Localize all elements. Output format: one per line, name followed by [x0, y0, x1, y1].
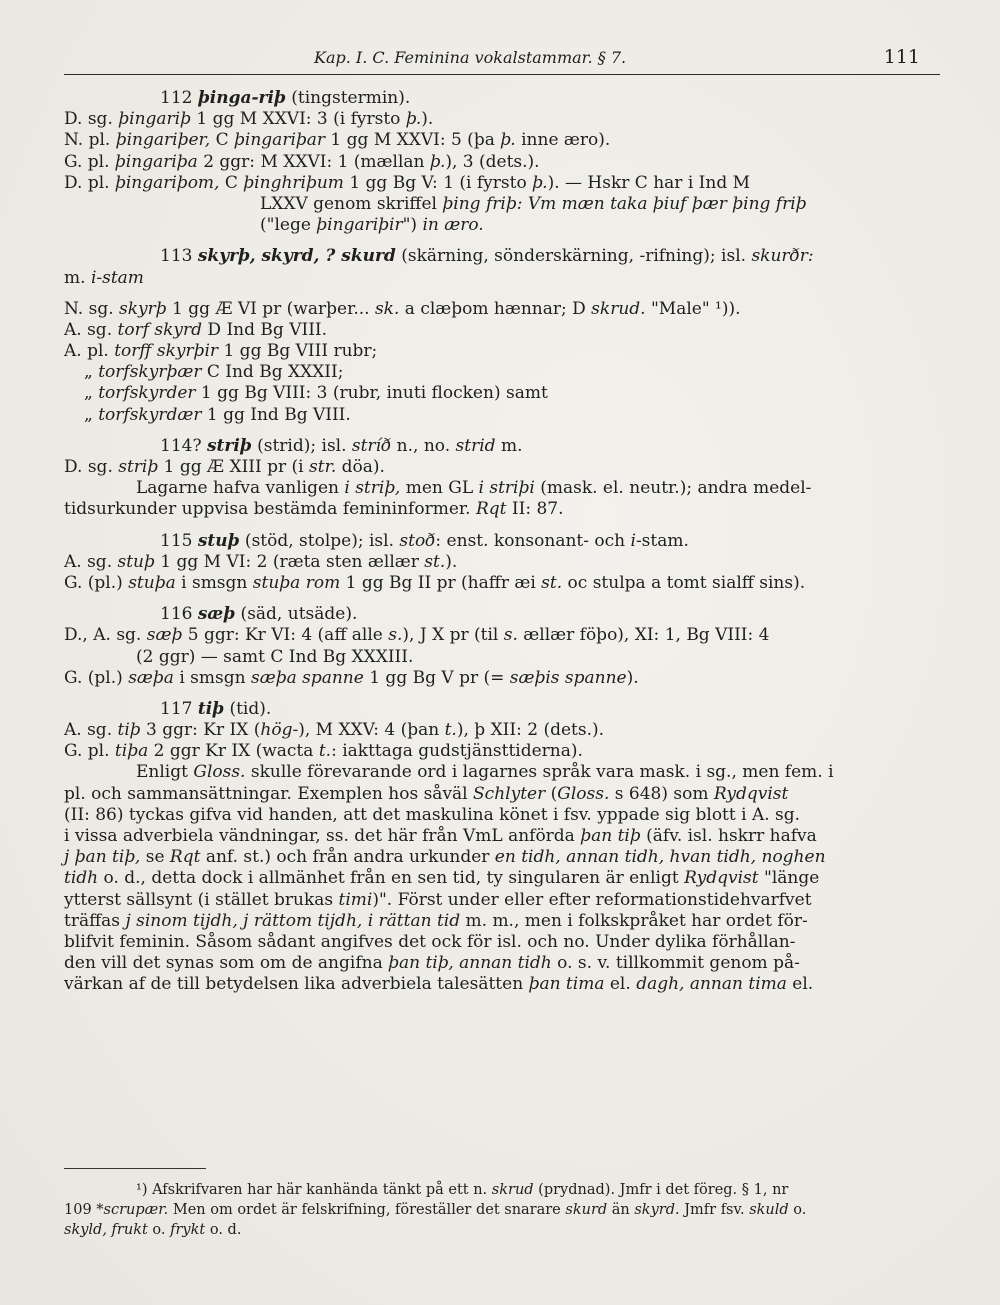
text-line [64, 573, 940, 594]
headword: striþ [206, 435, 252, 456]
italic-text: torf skyrd [117, 319, 203, 340]
text-run: „ [84, 362, 99, 383]
italic-text: þan tima [528, 974, 605, 995]
text-line [64, 974, 940, 995]
italic-text: Gloss. [193, 762, 246, 783]
text-run: 1 gg Bg V: 1 (i fyrsto [343, 172, 533, 193]
text-run: n., no. [391, 435, 456, 456]
text-run: pl. och sammansättningar. Exemplen hos såväl [64, 783, 474, 804]
text-run: el. [786, 974, 814, 995]
italic-text: strid [455, 435, 496, 456]
text-run: o. s. v. tillkommit genom på- [551, 953, 800, 974]
entry-heading [64, 436, 940, 457]
entry-heading [64, 604, 940, 625]
italic-text: sæþis spanne [509, 667, 627, 688]
text-run: G. pl. [64, 151, 115, 172]
italic-text: skurðr: [751, 246, 814, 267]
text-line [64, 668, 940, 689]
running-head: Kap. I. C. Feminina vokalstammar. § 7. [314, 48, 627, 67]
text-run: 117 [160, 698, 198, 719]
italic-text: Gloss. [557, 783, 610, 804]
text-line [64, 268, 940, 289]
italic-text: t. [444, 720, 457, 741]
text-run: (säd, utsäde). [235, 604, 358, 625]
italic-text: i [630, 530, 636, 551]
text-run: ). — Hskr C har i Ind M [547, 172, 751, 193]
text-line [64, 720, 940, 741]
text-run: C [219, 172, 244, 193]
text-run: inne æro). [515, 130, 611, 151]
italic-text: i striþi [478, 478, 535, 499]
text-run: "länge [758, 868, 820, 889]
text-line [64, 932, 940, 953]
text-line [64, 826, 940, 847]
italic-text: skyrd. [634, 1202, 680, 1218]
text-run: 109 [64, 1202, 97, 1218]
text-line [64, 299, 940, 320]
italic-text: sæþ [146, 625, 183, 646]
text-run: 1 gg Bg VIII rubr; [218, 341, 378, 362]
text-run: i smsgn [173, 667, 251, 688]
text-run: „ [84, 383, 99, 404]
text-run: men GL [400, 478, 479, 499]
text-run: A. sg. [64, 319, 118, 340]
italic-text: þing friþ: Vm mæn taka þiuf þær þing friþ [442, 193, 807, 214]
italic-text: s. [388, 625, 403, 646]
italic-text: þingariþir [316, 215, 403, 236]
italic-text: torfskyrdær [98, 404, 202, 425]
text-run: Lagarne hafva vanligen [136, 478, 345, 499]
text-run: )". Först under eller efter reformationstidehvarfvet [372, 889, 812, 910]
text-run: (tingstermin). [285, 88, 411, 108]
text-line [64, 215, 940, 236]
text-run: Men om ordet är felskrifning, föreställer det snarare [168, 1202, 566, 1218]
text-line [64, 784, 940, 805]
text-run: m. [64, 267, 91, 288]
italic-text: stríð [351, 435, 392, 456]
text-run: (mask. el. neutr.); andra medel- [534, 478, 812, 499]
text-line [64, 341, 940, 362]
text-run: 1 gg Æ XIII pr (i [158, 457, 310, 477]
text-line [64, 552, 940, 573]
italic-text: t. [318, 741, 332, 762]
italic-text: þingariþ [118, 109, 191, 130]
text-run: ), M XXV: 4 (þan [298, 720, 445, 741]
text-run: (strid); isl. [251, 435, 352, 456]
footnote-line [64, 1220, 940, 1240]
text-run: se [140, 847, 170, 868]
italic-text: i-stam [90, 267, 144, 288]
text-run: : enst. konsonant- och [435, 530, 631, 551]
text-run: o. d., detta dock i allmänhet från en sen tid, ty singularen är enligt [98, 868, 685, 889]
italic-text: þ. [500, 130, 516, 151]
text-run: D. pl. [64, 172, 115, 193]
text-run: 113 [160, 246, 198, 267]
text-line [64, 847, 940, 868]
text-line [64, 762, 940, 783]
text-run: 2 ggr Kr IX (wacta [148, 741, 319, 762]
italic-text: þan tiþ, annan tidh [388, 953, 552, 974]
text-line [64, 868, 940, 889]
italic-text: timi [338, 889, 373, 910]
italic-text: torfskyrþær [98, 362, 202, 383]
text-run: N. pl. [64, 130, 116, 151]
italic-text: Schlyter [473, 783, 546, 804]
entry-heading [64, 531, 940, 552]
text-run: 5 ggr: Kr VI: 4 (aff alle [182, 625, 389, 646]
text-run: (äfv. isl. hskrr hafva [640, 826, 817, 846]
text-line [64, 152, 940, 173]
text-line [64, 457, 940, 478]
italic-text: þingariþer, [115, 130, 211, 151]
text-run: o. d. [205, 1222, 242, 1238]
text-run: ). [626, 667, 639, 688]
italic-text: i striþ, [344, 478, 401, 499]
page-body [64, 88, 940, 996]
italic-text: skyrþ [119, 298, 167, 319]
italic-text: þ. [532, 172, 548, 193]
text-run: (stöd, stolpe); isl. [239, 530, 400, 551]
italic-text: þan tiþ [580, 826, 641, 846]
text-run: G. pl. [64, 741, 115, 762]
text-run: LXXV genom skriffel [260, 193, 443, 214]
text-run: A. pl. [64, 341, 115, 362]
italic-text: þingariþar [234, 130, 326, 151]
text-run: än [607, 1202, 635, 1218]
text-run: m. m., men i folkskpråket har ordet för- [460, 910, 808, 931]
italic-text: skuld [749, 1202, 789, 1218]
text-run: (skärning, sönderskärning, -rifning); isl. [395, 246, 752, 267]
text-run: C Ind Bg XXXII; [201, 362, 344, 383]
text-run: a clæþom hænnar; D [399, 298, 592, 319]
italic-text: Rydqvist [684, 868, 759, 889]
text-line [64, 953, 940, 974]
italic-text: *scrupær. [96, 1202, 169, 1218]
text-run: D., A. sg. [64, 625, 147, 646]
entry-heading [64, 88, 940, 109]
italic-text: stuþa [128, 572, 176, 593]
text-run: (II: 86) tyckas gifva vid handen, att det maskulina könet i fsv. yppade sig blott i A. sg. [64, 804, 801, 825]
headword: sæþ [197, 604, 236, 625]
italic-text: torfskyrder [98, 383, 196, 404]
text-run: 114? [160, 435, 207, 456]
italic-text: str. [309, 457, 337, 477]
text-run: A. sg. [64, 720, 118, 741]
italic-text: frykt [170, 1222, 206, 1238]
text-line [64, 383, 940, 404]
text-run: s 648) som [609, 783, 714, 804]
italic-text: torff skyrþir [114, 341, 219, 362]
italic-text: sk. [374, 298, 400, 319]
text-run: D. sg. [64, 457, 119, 477]
text-run: ), 3 (dets.). [445, 151, 540, 172]
text-run: N. sg. [64, 298, 120, 319]
text-run: 1 gg Bg V pr (= [363, 667, 510, 688]
page-number: 111 [883, 46, 920, 68]
text-run: i vissa adverbiela vändningar, ss. det här från VmL anförda [64, 826, 581, 846]
headword: stuþ [197, 530, 240, 551]
text-run: ") [402, 215, 423, 236]
text-run: A. sg. [64, 551, 118, 572]
text-line [64, 362, 940, 383]
text-line [64, 405, 940, 426]
italic-text: hög- [260, 720, 299, 741]
italic-text: skrud. [591, 298, 646, 319]
text-run: träffas [64, 910, 126, 931]
text-line [64, 647, 940, 668]
text-line [64, 499, 940, 520]
italic-text: þingariþom, [114, 172, 220, 193]
text-line [64, 173, 940, 194]
text-line [64, 741, 940, 762]
text-run: 115 [160, 530, 198, 551]
italic-text: þingariþa [114, 151, 198, 172]
text-line [64, 911, 940, 932]
italic-text: st. [424, 551, 446, 572]
text-run: 1 gg Æ VI pr (warþer... [166, 298, 375, 319]
text-run: 1 gg M XXVI: 3 (i fyrsto [190, 109, 406, 130]
italic-text: stuþ [117, 551, 155, 572]
text-run: D. sg. [64, 109, 119, 130]
text-run: ¹) Afskrifvaren har här kanhända tänkt på ett n. [136, 1182, 492, 1198]
text-run: anf. st.) och från andra urkunder [200, 847, 495, 868]
text-run: Enligt [136, 762, 194, 783]
text-run: 3 ggr: Kr IX ( [140, 720, 261, 741]
headword: þinga-riþ [197, 88, 286, 108]
headword: skyrþ, skyrd, ? skurd [197, 246, 396, 267]
text-run: 1 gg Bg VIII: 3 (rubr, inuti flocken) samt [195, 383, 548, 404]
text-run: C [210, 130, 235, 151]
text-run: 116 [160, 604, 198, 625]
text-run: ). [421, 109, 434, 130]
italic-text: sæþa spanne [250, 667, 364, 688]
text-run: oc stulpa a tomt sialff sins). [562, 572, 806, 593]
italic-text: skurd [565, 1202, 608, 1218]
italic-text: Rqt [475, 499, 507, 520]
text-run: (prydnad). Jmfr i det föreg. § 1, nr [533, 1182, 789, 1198]
footnote-line [64, 1200, 940, 1220]
text-run: skulle förevarande ord i lagarnes språk vara mask. i sg., men fem. i [245, 762, 834, 783]
italic-text: sæþa [128, 667, 174, 688]
text-line [64, 109, 940, 130]
italic-text: st. [541, 572, 563, 593]
text-run: ), J X pr (til [402, 625, 504, 646]
italic-text: þ. [429, 151, 446, 172]
italic-text: þinghriþum [243, 172, 344, 193]
italic-text: tiþ [117, 720, 141, 741]
text-run: ytterst sällsynt (i stället brukas [64, 889, 339, 910]
text-line [64, 890, 940, 911]
text-run: G. (pl.) [64, 667, 129, 688]
text-line [64, 625, 940, 646]
text-run: i smsgn [175, 572, 253, 593]
text-line [64, 805, 940, 826]
text-run: Jmfr fsv. [679, 1202, 750, 1218]
entry-heading [64, 699, 940, 720]
text-run: (2 ggr) — samt C Ind Bg XXXIII. [136, 646, 414, 667]
text-run: 1 gg Ind Bg VIII. [201, 404, 351, 425]
italic-text: stuþa rom [252, 572, 341, 593]
footnote-rule [64, 1168, 206, 1169]
footnote-line [64, 1180, 940, 1200]
italic-text: dagh, annan tima [636, 974, 787, 995]
text-run: ). [445, 551, 458, 572]
italic-text: striþ [118, 457, 159, 477]
text-run: blifvit feminin. Såsom sådant angifves det ock för isl. och no. Under dylika förhållan- [64, 931, 796, 952]
text-run: G. (pl.) [64, 572, 129, 593]
text-run: 1 gg Bg II pr (haffr æi [340, 572, 542, 593]
text-run: "Male" ¹)). [645, 298, 741, 319]
text-run: den vill det synas som om de angifna [64, 953, 389, 974]
text-run: värkan af de till betydelsen lika adverbiela talesätten [64, 974, 529, 995]
footnotes [64, 1180, 940, 1240]
text-run: ("lege [260, 215, 317, 236]
italic-text: j sinom tijdh, j rättom tijdh, i rättan tid [125, 910, 461, 931]
text-line [64, 320, 940, 341]
text-run: döa). [336, 457, 385, 477]
italic-text: þ. [405, 109, 422, 130]
italic-text: stoð [399, 530, 436, 551]
text-run: m. [495, 435, 523, 456]
italic-text: tiþa [114, 741, 149, 762]
italic-text: in æro. [422, 215, 484, 236]
text-run: 1 gg M VI: 2 (ræta sten ællær [154, 551, 425, 572]
text-run: 2 ggr: M XXVI: 1 (mællan [197, 151, 430, 172]
entry-heading [64, 246, 940, 267]
text-run: el. [604, 974, 637, 995]
text-run: II: 87. [506, 499, 564, 520]
text-run: (tid). [224, 698, 272, 719]
italic-text: Rqt [169, 847, 201, 868]
italic-text: j þan tiþ, [64, 847, 141, 868]
text-run: 1 gg M XXVI: 5 (þa [325, 130, 501, 151]
text-line [64, 194, 940, 215]
text-line [64, 130, 940, 151]
text-run: ællær föþo), XI: 1, Bg VIII: 4 [517, 625, 770, 646]
headword: tiþ [197, 698, 225, 719]
text-run: 112 [160, 88, 198, 108]
page-header [64, 44, 940, 75]
italic-text: Rydqvist [713, 783, 789, 804]
italic-text: s. [503, 625, 518, 646]
text-run: o. [788, 1202, 807, 1218]
text-run: tidsurkunder uppvisa bestämda femininformer. [64, 499, 476, 520]
text-run: o. [147, 1222, 171, 1238]
text-run: ), þ XII: 2 (dets.). [456, 720, 605, 741]
text-run: : iakttaga gudstjänsttiderna). [331, 741, 583, 762]
text-run: D Ind Bg VIII. [202, 319, 328, 340]
italic-text: tidh [64, 868, 99, 889]
italic-text: skyld, frukt [64, 1222, 148, 1238]
italic-text: en tidh, annan tidh, hvan tidh, noghen [494, 847, 826, 868]
text-run: ( [545, 783, 558, 804]
text-line [64, 478, 940, 499]
text-run: „ [84, 404, 99, 425]
text-run: -stam. [635, 530, 689, 551]
italic-text: skrud [491, 1182, 534, 1198]
